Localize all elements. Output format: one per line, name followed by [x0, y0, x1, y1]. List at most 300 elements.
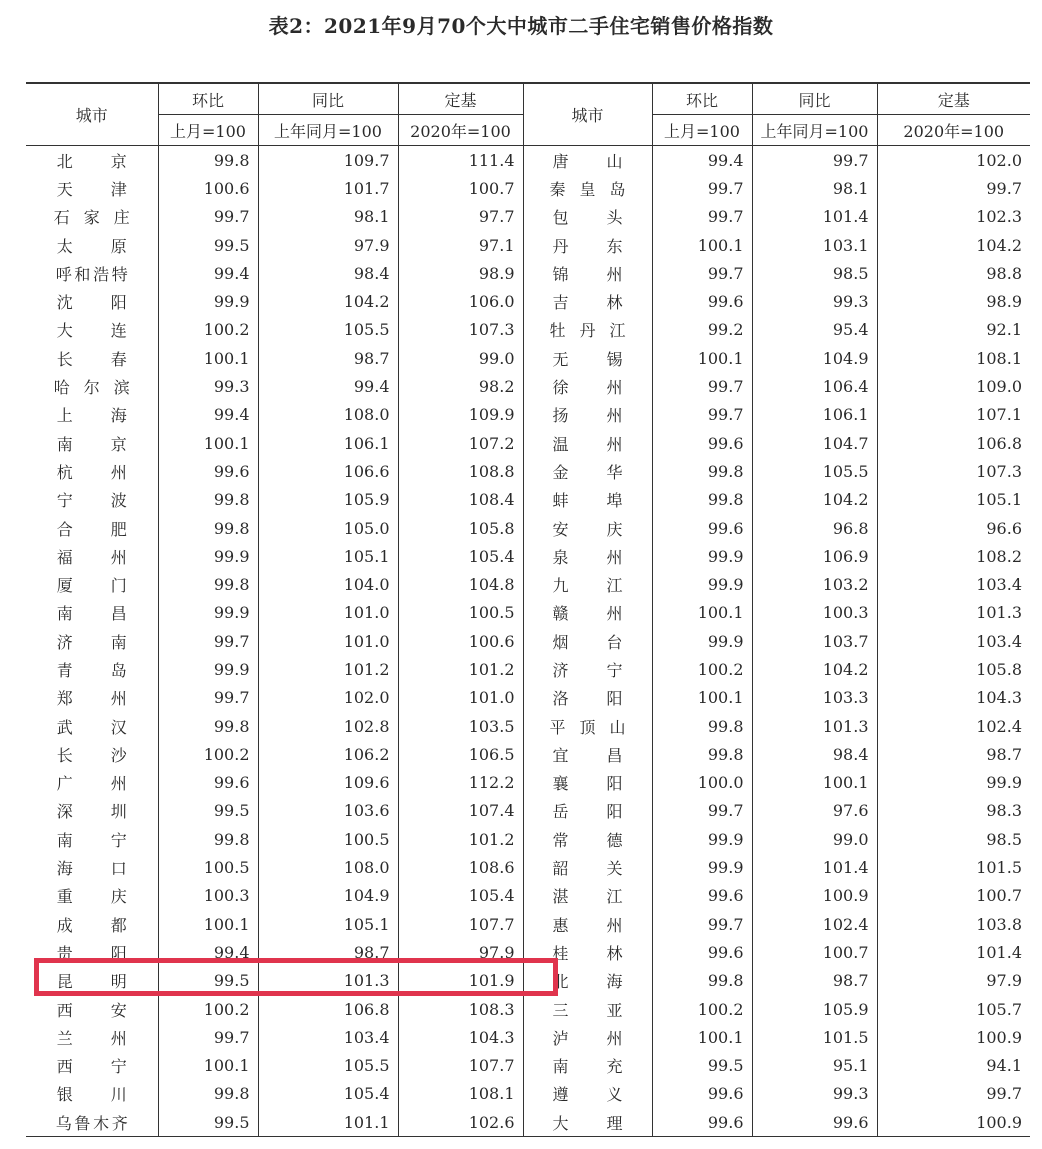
- city-label: 襄阳: [552, 774, 623, 794]
- fixed-value-left: 105.4: [398, 542, 523, 570]
- yoy-value-right: 100.1: [752, 769, 877, 797]
- city-name-right: [523, 259, 652, 287]
- city-label: 无锡: [552, 349, 623, 369]
- mom-value-right: 99.7: [652, 797, 752, 825]
- yoy-value-right: 96.8: [752, 514, 877, 542]
- yoy-value-right: 101.4: [752, 853, 877, 881]
- yoy-value-right: 99.3: [752, 1080, 877, 1108]
- city-name-right: [523, 429, 652, 457]
- yoy-value-right: 102.4: [752, 910, 877, 938]
- mom-value-left: 99.8: [158, 1080, 258, 1108]
- mom-value-right: 100.0: [652, 769, 752, 797]
- city-name-left: [26, 910, 158, 938]
- city-label: 北海: [552, 972, 623, 992]
- fixed-value-left: 108.1: [398, 1080, 523, 1108]
- city-label: 贵阳: [56, 943, 127, 963]
- city-name-left: [26, 287, 158, 315]
- mom-value-left: 99.7: [158, 627, 258, 655]
- yoy-value-left: 101.2: [258, 655, 398, 683]
- city-name-left: [26, 627, 158, 655]
- yoy-value-left: 102.8: [258, 712, 398, 740]
- city-name-left: [26, 853, 158, 881]
- fixed-value-right: 107.3: [877, 457, 1030, 485]
- table-row: [26, 457, 1030, 485]
- mom-value-right: 99.7: [652, 259, 752, 287]
- yoy-value-right: 105.9: [752, 995, 877, 1023]
- city-name-right: [523, 203, 652, 231]
- city-label: 吉林: [552, 293, 623, 313]
- mom-value-left: 99.9: [158, 655, 258, 683]
- table-row: [26, 627, 1030, 655]
- yoy-value-left: 103.4: [258, 1023, 398, 1051]
- fixed-value-right: 96.6: [877, 514, 1030, 542]
- yoy-value-right: 99.3: [752, 287, 877, 315]
- city-label: 长沙: [56, 745, 127, 765]
- city-label: 牡丹江: [549, 321, 626, 341]
- yoy-value-right: 103.7: [752, 627, 877, 655]
- yoy-value-right: 101.4: [752, 203, 877, 231]
- fixed-value-right: 100.9: [877, 1023, 1030, 1051]
- fixed-value-right: 105.1: [877, 486, 1030, 514]
- city-label: 深圳: [56, 802, 127, 822]
- table-row: [26, 174, 1030, 202]
- fixed-value-left: 111.4: [398, 146, 523, 175]
- city-label: 石家庄: [53, 208, 130, 228]
- fixed-value-left: 107.3: [398, 316, 523, 344]
- yoy-value-left: 104.9: [258, 882, 398, 910]
- yoy-value-right: 106.1: [752, 401, 877, 429]
- city-label: 呼和浩特: [55, 264, 128, 284]
- yoy-value-left: 105.1: [258, 910, 398, 938]
- mom-value-right: 99.4: [652, 146, 752, 175]
- city-label: 厦门: [56, 576, 127, 596]
- city-label: 温州: [552, 434, 623, 454]
- mom-value-right: 99.9: [652, 570, 752, 598]
- yoy-value-left: 98.7: [258, 344, 398, 372]
- fixed-value-left: 100.6: [398, 627, 523, 655]
- table-row: [26, 514, 1030, 542]
- yoy-value-left: 105.0: [258, 514, 398, 542]
- city-name-left: [26, 174, 158, 202]
- mom-value-left: 99.5: [158, 1108, 258, 1137]
- fixed-value-left: 101.2: [398, 655, 523, 683]
- mom-value-left: 100.6: [158, 174, 258, 202]
- yoy-value-right: 104.9: [752, 344, 877, 372]
- city-label: 宜昌: [552, 745, 623, 765]
- mom-value-left: 100.5: [158, 853, 258, 881]
- fixed-value-left: 105.8: [398, 514, 523, 542]
- fixed-value-right: 99.7: [877, 174, 1030, 202]
- city-name-left: [26, 882, 158, 910]
- mom-value-right: 99.7: [652, 372, 752, 400]
- yoy-value-right: 99.0: [752, 825, 877, 853]
- fixed-value-right: 106.8: [877, 429, 1030, 457]
- city-name-left: [26, 316, 158, 344]
- city-label: 平顶山: [549, 717, 626, 737]
- table-title: 表2：2021年9月70个大中城市二手住宅销售价格指数: [268, 14, 774, 38]
- yoy-value-right: 99.7: [752, 146, 877, 175]
- fixed-value-left: 106.5: [398, 740, 523, 768]
- city-name-left: [26, 372, 158, 400]
- mom-value-right: 100.2: [652, 655, 752, 683]
- city-name-right: [523, 1080, 652, 1108]
- mom-value-left: 99.5: [158, 797, 258, 825]
- mom-value-right: 100.2: [652, 995, 752, 1023]
- city-name-left: [26, 203, 158, 231]
- fixed-value-right: 109.0: [877, 372, 1030, 400]
- yoy-value-right: 105.5: [752, 457, 877, 485]
- city-name-left: [26, 740, 158, 768]
- city-label: 锦州: [552, 264, 623, 284]
- city-name-left: [26, 797, 158, 825]
- yoy-value-right: 100.3: [752, 599, 877, 627]
- city-label: 重庆: [56, 887, 127, 907]
- city-label: 杭州: [56, 462, 127, 482]
- mom-value-left: 100.1: [158, 910, 258, 938]
- table-row: [26, 797, 1030, 825]
- table-row: [26, 910, 1030, 938]
- mom-value-right: 99.9: [652, 853, 752, 881]
- header-yoy-base-left: 上年同月=100: [258, 115, 398, 146]
- mom-value-right: 99.6: [652, 514, 752, 542]
- yoy-value-left: 104.2: [258, 287, 398, 315]
- mom-value-left: 99.7: [158, 203, 258, 231]
- mom-value-left: 99.5: [158, 967, 258, 995]
- table-row: [26, 655, 1030, 683]
- city-label: 包头: [552, 208, 623, 228]
- yoy-value-right: 98.4: [752, 740, 877, 768]
- yoy-value-left: 103.6: [258, 797, 398, 825]
- header-yoy-left: 同比: [258, 83, 398, 115]
- header-mom-base-left: 上月=100: [158, 115, 258, 146]
- city-name-right: [523, 146, 652, 175]
- yoy-value-left: 102.0: [258, 684, 398, 712]
- city-name-right: [523, 486, 652, 514]
- yoy-value-left: 104.0: [258, 570, 398, 598]
- yoy-value-right: 103.3: [752, 684, 877, 712]
- city-label: 沈阳: [56, 293, 127, 313]
- table-row: [26, 769, 1030, 797]
- mom-value-left: 99.7: [158, 684, 258, 712]
- city-name-left: [26, 401, 158, 429]
- city-name-right: [523, 514, 652, 542]
- mom-value-left: 100.1: [158, 429, 258, 457]
- city-label: 昆明: [56, 972, 127, 992]
- mom-value-left: 99.7: [158, 1023, 258, 1051]
- city-label: 乌鲁木齐: [55, 1113, 128, 1133]
- city-name-left: [26, 769, 158, 797]
- header-mom-base-right: 上月=100: [652, 115, 752, 146]
- city-label: 南昌: [56, 604, 127, 624]
- yoy-value-left: 105.1: [258, 542, 398, 570]
- fixed-value-right: 99.9: [877, 769, 1030, 797]
- mom-value-right: 99.9: [652, 542, 752, 570]
- city-label: 太原: [56, 236, 127, 256]
- fixed-value-left: 100.5: [398, 599, 523, 627]
- fixed-value-left: 102.6: [398, 1108, 523, 1137]
- city-label: 成都: [56, 915, 127, 935]
- city-label: 银川: [56, 1085, 127, 1105]
- city-name-right: [523, 627, 652, 655]
- city-label: 丹东: [552, 236, 623, 256]
- yoy-value-right: 100.7: [752, 938, 877, 966]
- yoy-value-right: 100.9: [752, 882, 877, 910]
- table-row: [26, 1080, 1030, 1108]
- mom-value-left: 99.6: [158, 457, 258, 485]
- mom-value-left: 100.1: [158, 344, 258, 372]
- fixed-value-left: 108.6: [398, 853, 523, 881]
- city-label: 西安: [56, 1000, 127, 1020]
- city-label: 西宁: [56, 1057, 127, 1077]
- fixed-value-right: 100.7: [877, 882, 1030, 910]
- header-fixed-right: 定基: [877, 83, 1030, 115]
- yoy-value-left: 105.4: [258, 1080, 398, 1108]
- fixed-value-right: 102.0: [877, 146, 1030, 175]
- mom-value-left: 100.2: [158, 995, 258, 1023]
- city-label: 泉州: [552, 547, 623, 567]
- city-label: 金华: [552, 462, 623, 482]
- city-label: 长春: [56, 349, 127, 369]
- city-name-left: [26, 542, 158, 570]
- city-name-left: [26, 1108, 158, 1137]
- city-label: 蚌埠: [552, 491, 623, 511]
- city-name-right: [523, 910, 652, 938]
- yoy-value-right: 101.3: [752, 712, 877, 740]
- table-row: [26, 287, 1030, 315]
- city-name-right: [523, 457, 652, 485]
- fixed-value-left: 98.2: [398, 372, 523, 400]
- yoy-value-left: 105.9: [258, 486, 398, 514]
- yoy-value-right: 106.9: [752, 542, 877, 570]
- mom-value-left: 99.9: [158, 599, 258, 627]
- city-label: 天津: [56, 179, 127, 199]
- mom-value-right: 100.1: [652, 684, 752, 712]
- header-mom-right: 环比: [652, 83, 752, 115]
- city-name-left: [26, 146, 158, 175]
- mom-value-right: 100.1: [652, 599, 752, 627]
- city-label: 南充: [552, 1057, 623, 1077]
- city-label: 桂林: [552, 943, 623, 963]
- fixed-value-right: 98.9: [877, 287, 1030, 315]
- city-label: 兰州: [56, 1028, 127, 1048]
- table-row: [26, 231, 1030, 259]
- yoy-value-left: 106.8: [258, 995, 398, 1023]
- city-name-right: [523, 542, 652, 570]
- fixed-value-left: 99.0: [398, 344, 523, 372]
- mom-value-right: 99.7: [652, 203, 752, 231]
- mom-value-left: 99.8: [158, 712, 258, 740]
- city-label: 南宁: [56, 830, 127, 850]
- mom-value-left: 100.2: [158, 316, 258, 344]
- city-name-right: [523, 684, 652, 712]
- mom-value-left: 99.8: [158, 146, 258, 175]
- fixed-value-left: 107.4: [398, 797, 523, 825]
- yoy-value-right: 101.5: [752, 1023, 877, 1051]
- mom-value-left: 100.3: [158, 882, 258, 910]
- mom-value-right: 100.1: [652, 231, 752, 259]
- yoy-value-left: 101.3: [258, 967, 398, 995]
- city-name-left: [26, 514, 158, 542]
- table-row: [26, 995, 1030, 1023]
- yoy-value-right: 98.5: [752, 259, 877, 287]
- fixed-value-left: 103.5: [398, 712, 523, 740]
- yoy-value-left: 101.1: [258, 1108, 398, 1137]
- city-label: 常德: [552, 830, 623, 850]
- mom-value-right: 100.1: [652, 1023, 752, 1051]
- fixed-value-left: 98.9: [398, 259, 523, 287]
- city-name-right: [523, 401, 652, 429]
- yoy-value-left: 109.6: [258, 769, 398, 797]
- city-name-left: [26, 486, 158, 514]
- mom-value-left: 99.8: [158, 514, 258, 542]
- city-name-left: [26, 457, 158, 485]
- city-name-left: [26, 712, 158, 740]
- table-row: [26, 372, 1030, 400]
- yoy-value-left: 105.5: [258, 316, 398, 344]
- header-fixed-base-left: 2020年=100: [398, 115, 523, 146]
- mom-value-right: 99.5: [652, 1052, 752, 1080]
- city-label: 徐州: [552, 378, 623, 398]
- city-label: 哈尔滨: [53, 378, 130, 398]
- mom-value-right: 99.8: [652, 967, 752, 995]
- mom-value-right: 99.6: [652, 1080, 752, 1108]
- mom-value-right: 99.6: [652, 429, 752, 457]
- table-row: [26, 344, 1030, 372]
- city-name-right: [523, 599, 652, 627]
- mom-value-right: 99.6: [652, 882, 752, 910]
- table-row: [26, 684, 1030, 712]
- table-row: [26, 203, 1030, 231]
- fixed-value-right: 108.1: [877, 344, 1030, 372]
- city-label: 扬州: [552, 406, 623, 426]
- fixed-value-right: 101.3: [877, 599, 1030, 627]
- fixed-value-right: 105.7: [877, 995, 1030, 1023]
- city-label: 福州: [56, 547, 127, 567]
- city-name-left: [26, 825, 158, 853]
- yoy-value-left: 108.0: [258, 853, 398, 881]
- mom-value-left: 99.8: [158, 825, 258, 853]
- city-label: 宁波: [56, 491, 127, 511]
- city-label: 赣州: [552, 604, 623, 624]
- yoy-value-left: 98.7: [258, 938, 398, 966]
- yoy-value-right: 97.6: [752, 797, 877, 825]
- city-label: 洛阳: [552, 689, 623, 709]
- fixed-value-right: 108.2: [877, 542, 1030, 570]
- yoy-value-left: 108.0: [258, 401, 398, 429]
- yoy-value-right: 103.2: [752, 570, 877, 598]
- mom-value-right: 99.8: [652, 457, 752, 485]
- city-name-left: [26, 1080, 158, 1108]
- mom-value-right: 99.8: [652, 740, 752, 768]
- fixed-value-left: 107.2: [398, 429, 523, 457]
- header-fixed-left: 定基: [398, 83, 523, 115]
- city-label: 武汉: [56, 717, 127, 737]
- mom-value-right: 99.9: [652, 825, 752, 853]
- yoy-value-left: 109.7: [258, 146, 398, 175]
- mom-value-left: 99.9: [158, 542, 258, 570]
- fixed-value-right: 104.2: [877, 231, 1030, 259]
- city-name-right: [523, 231, 652, 259]
- city-label: 南京: [56, 434, 127, 454]
- table-row: [26, 825, 1030, 853]
- table-row: [26, 1023, 1030, 1051]
- city-name-right: [523, 1023, 652, 1051]
- yoy-value-right: 95.1: [752, 1052, 877, 1080]
- city-name-left: [26, 1023, 158, 1051]
- city-label: 广州: [56, 774, 127, 794]
- header-yoy-right: 同比: [752, 83, 877, 115]
- table-row: [26, 599, 1030, 627]
- table-row: [26, 486, 1030, 514]
- table-row: [26, 401, 1030, 429]
- table-row: [26, 712, 1030, 740]
- table-row: [26, 542, 1030, 570]
- city-label: 秦皇岛: [549, 179, 626, 199]
- city-name-left: [26, 684, 158, 712]
- city-label: 济南: [56, 632, 127, 652]
- table-row: [26, 316, 1030, 344]
- mom-value-left: 99.9: [158, 287, 258, 315]
- yoy-value-right: 104.2: [752, 655, 877, 683]
- mom-value-right: 99.6: [652, 1108, 752, 1137]
- city-label: 惠州: [552, 915, 623, 935]
- yoy-value-left: 105.5: [258, 1052, 398, 1080]
- mom-value-left: 100.1: [158, 1052, 258, 1080]
- fixed-value-left: 101.2: [398, 825, 523, 853]
- table-row: [26, 570, 1030, 598]
- yoy-value-left: 98.4: [258, 259, 398, 287]
- city-name-right: [523, 769, 652, 797]
- header-yoy-base-right: 上年同月=100: [752, 115, 877, 146]
- city-label: 九江: [552, 576, 623, 596]
- fixed-value-left: 105.4: [398, 882, 523, 910]
- city-label: 泸州: [552, 1028, 623, 1048]
- fixed-value-left: 97.7: [398, 203, 523, 231]
- yoy-value-right: 106.4: [752, 372, 877, 400]
- yoy-value-left: 106.2: [258, 740, 398, 768]
- city-name-right: [523, 1108, 652, 1137]
- city-name-right: [523, 1052, 652, 1080]
- mom-value-left: 99.8: [158, 570, 258, 598]
- mom-value-left: 99.6: [158, 769, 258, 797]
- city-label: 北京: [56, 151, 127, 171]
- yoy-value-left: 101.0: [258, 599, 398, 627]
- fixed-value-right: 94.1: [877, 1052, 1030, 1080]
- fixed-value-left: 101.0: [398, 684, 523, 712]
- city-name-right: [523, 287, 652, 315]
- fixed-value-left: 104.8: [398, 570, 523, 598]
- fixed-value-right: 92.1: [877, 316, 1030, 344]
- yoy-value-right: 98.1: [752, 174, 877, 202]
- city-label: 济宁: [552, 660, 623, 680]
- fixed-value-left: 100.7: [398, 174, 523, 202]
- fixed-value-left: 101.9: [398, 967, 523, 995]
- city-label: 唐山: [552, 151, 623, 171]
- city-name-right: [523, 174, 652, 202]
- table-row: [26, 259, 1030, 287]
- yoy-value-right: 98.7: [752, 967, 877, 995]
- mom-value-left: 99.4: [158, 259, 258, 287]
- city-name-left: [26, 599, 158, 627]
- fixed-value-right: 99.7: [877, 1080, 1030, 1108]
- yoy-value-right: 95.4: [752, 316, 877, 344]
- fixed-value-right: 105.8: [877, 655, 1030, 683]
- city-name-right: [523, 372, 652, 400]
- fixed-value-left: 107.7: [398, 910, 523, 938]
- city-name-left: [26, 1052, 158, 1080]
- yoy-value-left: 100.5: [258, 825, 398, 853]
- city-name-left: [26, 259, 158, 287]
